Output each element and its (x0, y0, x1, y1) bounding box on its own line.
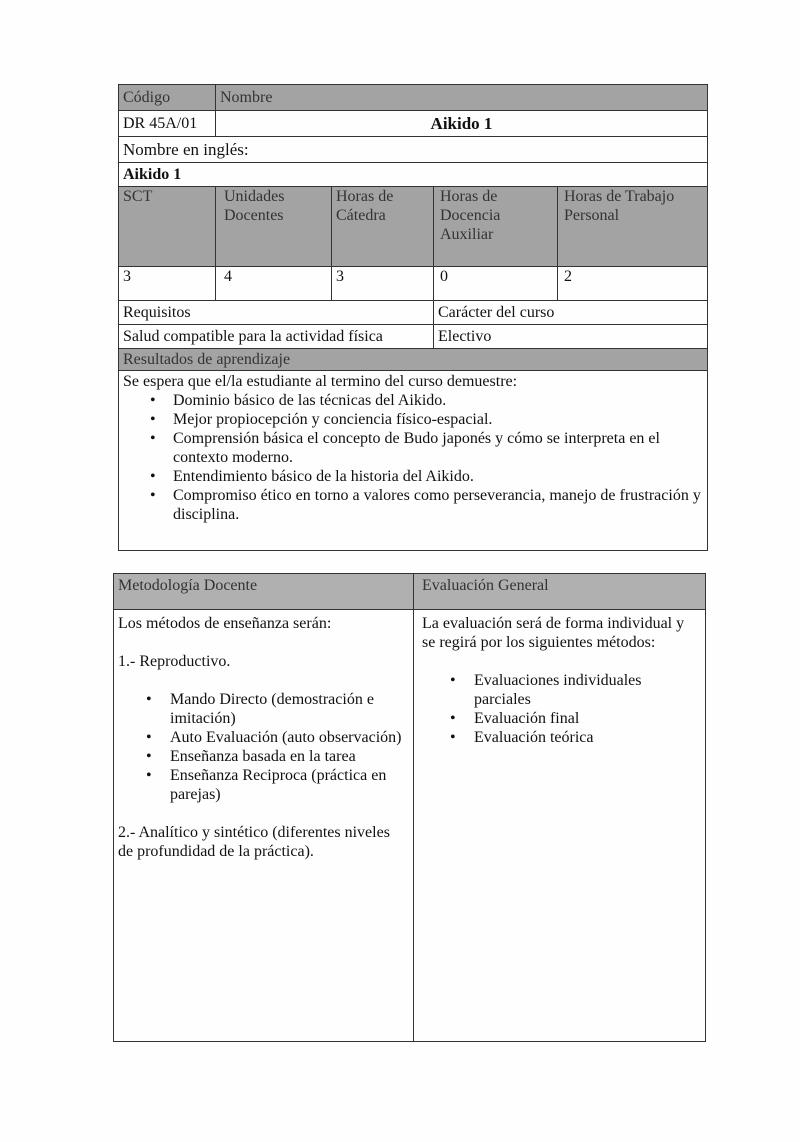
auxiliar-header: Horas de Docencia Auxiliar (434, 187, 558, 267)
unidades-value: 4 (216, 267, 332, 301)
evaluation-header: Evaluación General (414, 574, 706, 610)
course-name: Aikido 1 (216, 111, 708, 137)
list-item: • Evaluaciones individuales parciales (422, 671, 701, 709)
evaluation-intro: La evaluación será de forma individual y se regirá por los siguientes métodos: (422, 615, 685, 651)
auxiliar-value: 0 (434, 267, 558, 301)
personal-header: Horas de Trabajo Personal (558, 187, 708, 267)
requirements-value: Salud compatible para la actividad física (119, 325, 434, 349)
list-item: • Evaluación teórica (422, 728, 701, 747)
list-item: • Entendimiento básico de la historia del Aikido. (123, 467, 703, 486)
nombre-header: Nombre (216, 85, 708, 111)
list-item: • Enseñanza basada en la tarea (118, 747, 409, 766)
course-code: DR 45A/01 (119, 111, 216, 137)
list-item: • Mejor propiocepción y conciencia físico-espacial. (123, 410, 703, 429)
methodology-section-2: 2.- Analítico y sintético (diferentes niveles de profundidad de la práctica). (118, 824, 390, 860)
catedra-value: 3 (332, 267, 434, 301)
character-label: Carácter del curso (434, 301, 708, 325)
course-info-table (118, 84, 708, 551)
methodology-intro: Los métodos de enseñanza serán: (118, 615, 332, 632)
list-item: • Evaluación final (422, 709, 701, 728)
learning-intro: Se espera que el/la estudiante al termino del curso demuestre: (123, 373, 518, 390)
methodology-list (118, 690, 409, 804)
requirements-label: Requisitos (119, 301, 434, 325)
sct-header: SCT (119, 187, 216, 267)
learning-list (123, 391, 703, 524)
learning-header: Resultados de aprendizaje (119, 349, 708, 371)
sct-value: 3 (119, 267, 216, 301)
methodology-evaluation-table (113, 573, 706, 1042)
methodology-section-1: 1.- Reproductivo. (118, 653, 231, 670)
codigo-header: Código (119, 85, 216, 111)
learning-content (119, 371, 708, 551)
list-item: • Mando Directo (demostración e imitación) (118, 690, 409, 728)
personal-value: 2 (558, 267, 708, 301)
list-item: • Comprensión básica el concepto de Budo japonés y cómo se interpreta en el contexto moderno. (123, 429, 703, 467)
catedra-header: Horas de Cátedra (332, 187, 434, 267)
character-value: Electivo (434, 325, 708, 349)
list-item: • Dominio básico de las técnicas del Aikido. (123, 391, 703, 410)
methodology-header: Metodología Docente (114, 574, 414, 610)
methodology-content (114, 610, 414, 1042)
evaluation-list (422, 671, 701, 747)
unidades-header: Unidades Docentes (216, 187, 332, 267)
english-name: Aikido 1 (119, 163, 708, 187)
list-item: • Auto Evaluación (auto observación) (118, 728, 409, 747)
list-item: • Enseñanza Reciproca (práctica en parejas) (118, 766, 409, 804)
list-item: • Compromiso ético en torno a valores como perseverancia, manejo de frustración y disciplina. (123, 486, 703, 524)
evaluation-content (414, 610, 706, 1042)
english-name-label: Nombre en inglés: (119, 137, 708, 163)
